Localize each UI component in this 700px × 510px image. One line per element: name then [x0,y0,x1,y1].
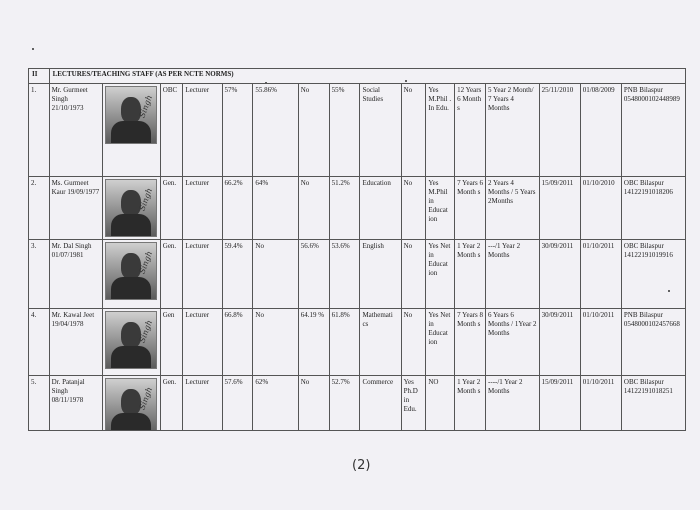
column-b: Yes Net in Educat ion [426,240,455,309]
bank-account: OBC Bilaspur 14122191018251 [621,376,685,431]
date-2: 01/08/2009 [580,84,621,177]
serial-number: 5. [29,376,50,431]
experience: ----/1 Year 2 Months [486,376,540,431]
percentage-1: 66.8% [222,309,253,376]
column-c: 7 Years 8 Month s [455,309,486,376]
column-c: 1 Year 2 Month s [455,376,486,431]
name-dob: Mr. Gurmeet Singh 21/10/1973 [49,84,103,177]
date-2: 01/10/2011 [580,376,621,431]
designation: Lecturer [183,84,222,177]
designation: Lecturer [183,376,222,431]
experience: 5 Year 2 Month/ 7 Years 4 Months [486,84,540,177]
date-1: 25/11/2010 [539,84,580,177]
category: Gen [160,309,183,376]
section-number: II [29,69,50,84]
percentage-3: 56.6% [298,240,329,309]
percentage-4: 53.6% [329,240,360,309]
column-a: Yes Ph.D in Edu. [401,376,426,431]
date-1: 15/09/2011 [539,177,580,240]
signature: Singh [137,186,155,213]
category: Gen. [160,376,183,431]
date-1: 15/09/2011 [539,376,580,431]
table-row [29,376,686,431]
percentage-1: 66.2% [222,177,253,240]
photo-cell [103,376,161,431]
column-c: 12 Years 6 Month s [455,84,486,177]
date-2: 01/10/2011 [580,240,621,309]
category: Gen. [160,177,183,240]
column-c: 7 Years 6 Month s [455,177,486,240]
percentage-4: 55% [329,84,360,177]
percentage-2: 55.86% [253,84,298,177]
date-1: 30/09/2011 [539,309,580,376]
serial-number: 2. [29,177,50,240]
bank-account: PNB Bilaspur 0548000102457668 [621,309,685,376]
column-b: Yes M.Phil in Educat ion [426,177,455,240]
percentage-3: No [298,84,329,177]
name-dob: Ms. Gurmeet Kaur 19/09/1977 [49,177,103,240]
photo-cell [103,84,161,177]
designation: Lecturer [183,177,222,240]
table-row [29,309,686,376]
signature: Singh [137,318,155,345]
designation: Lecturer [183,240,222,309]
name-dob: Mr. Dal Singh 01/07/1981 [49,240,103,309]
bank-account: PNB Bilaspur 0548000102448989 [621,84,685,177]
column-b: Yes M.Phil . In Edu. [426,84,455,177]
column-c: 1 Year 2 Month s [455,240,486,309]
column-a: No [401,84,426,177]
category: Gen. [160,240,183,309]
experience: ---/1 Year 2 Months [486,240,540,309]
percentage-1: 59.4% [222,240,253,309]
serial-number: 3. [29,240,50,309]
signature: Singh [137,93,155,120]
date-1: 30/09/2011 [539,240,580,309]
category: OBC [160,84,183,177]
speck [32,48,34,50]
percentage-1: 57.6% [222,376,253,431]
subject: Social Studies [360,84,401,177]
column-a: No [401,177,426,240]
percentage-2: No [253,309,298,376]
percentage-3: No [298,177,329,240]
staff-table [28,68,686,431]
section-header-row [29,69,686,84]
bank-account: OBC Bilaspur 14122191018206 [621,177,685,240]
subject: English [360,240,401,309]
staff-photo [105,378,157,431]
experience: 6 Years 6 Months / 1Year 2 Months [486,309,540,376]
section-title: LECTURES/TEACHING STAFF (AS PER NCTE NORMS) [49,69,685,84]
percentage-3: No [298,376,329,431]
table-row [29,84,686,177]
column-b: Yes Net in Educat ion [426,309,455,376]
name-dob: Dr. Patanjal Singh 08/11/1978 [49,376,103,431]
column-a: No [401,240,426,309]
percentage-4: 52.7% [329,376,360,431]
subject: Education [360,177,401,240]
signature: Singh [137,385,155,412]
serial-number: 1. [29,84,50,177]
subject: Commerce [360,376,401,431]
percentage-2: No [253,240,298,309]
percentage-2: 64% [253,177,298,240]
page-number: (2) [352,458,371,473]
photo-cell [103,177,161,240]
photo-cell [103,309,161,376]
photo-cell [103,240,161,309]
date-2: 01/10/2010 [580,177,621,240]
designation: Lecturer [183,309,222,376]
percentage-4: 61.8% [329,309,360,376]
subject: Mathemati cs [360,309,401,376]
percentage-4: 51.2% [329,177,360,240]
serial-number: 4. [29,309,50,376]
percentage-1: 57% [222,84,253,177]
signature: Singh [137,249,155,276]
percentage-2: 62% [253,376,298,431]
name-dob: Mr. Kawal Jeet 19/04/1978 [49,309,103,376]
column-a: No [401,309,426,376]
experience: 2 Years 4 Months / 5 Years 2Months [486,177,540,240]
column-b: NO [426,376,455,431]
table-row [29,177,686,240]
bank-account: OBC Bilaspur 14122191019916 [621,240,685,309]
table-row [29,240,686,309]
date-2: 01/10/2011 [580,309,621,376]
percentage-3: 64.19 % [298,309,329,376]
